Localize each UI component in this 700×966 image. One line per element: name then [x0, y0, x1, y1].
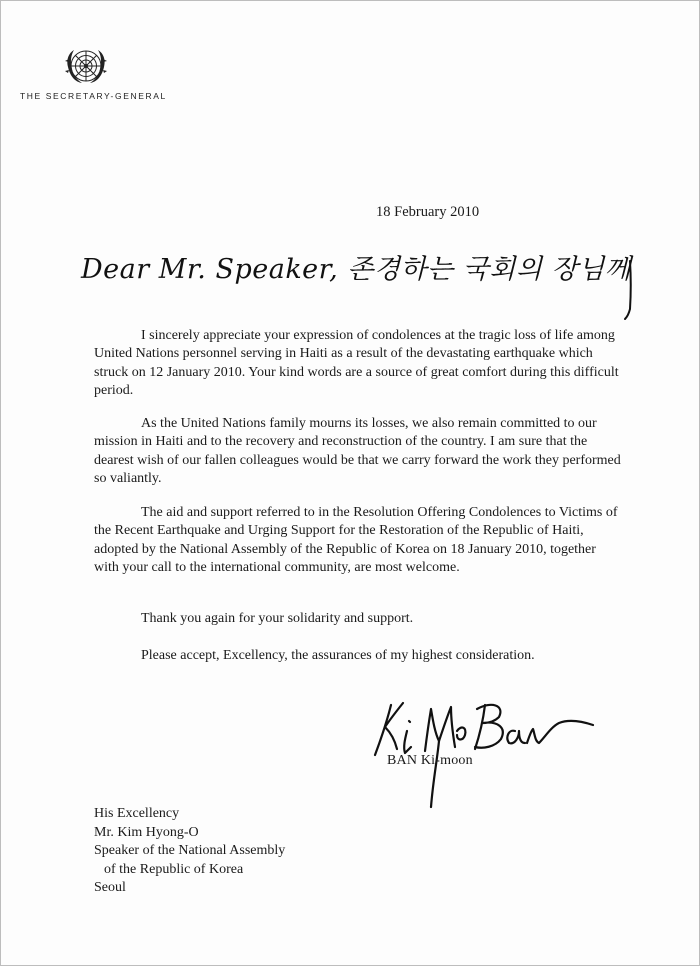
paragraph-2: [94, 415, 624, 489]
addressee-line-2: Mr. Kim Hyong-O: [94, 824, 199, 840]
addressee-line-4: of the Republic of Korea: [104, 861, 244, 877]
salutation-stroke: [623, 259, 637, 321]
paragraph-2-text: As the United Nations family mourns its losses, we also remain committed to our mission in Haiti and to the recovery and reconstruction of the country. I am sure that the dearest wish of our fallen colleagues would be that we carry forward the work they performed so valiantly.: [94, 416, 621, 487]
paragraph-1-text: I sincerely appreciate your expression of condolences at the tragic loss of life among United Nations personnel serving in Haiti as a result of the devastating earthquake which struck on 12 January 2010. Your kind words are a source of great comfort during this difficult period.: [94, 328, 619, 399]
addressee-line-3: Speaker of the National Assembly: [94, 843, 286, 858]
letter-date: 18 February 2010: [376, 204, 480, 220]
un-emblem-icon: [63, 45, 109, 91]
addressee-line-1: His Excellency: [94, 806, 180, 821]
paragraph-3: [94, 504, 624, 578]
paragraph-1: [94, 327, 624, 401]
closing-accept: Please accept, Excellency, the assurances of my highest consideration.: [141, 648, 535, 663]
closing-thanks: Thank you again for your solidarity and support.: [141, 611, 414, 626]
paragraph-3-text: The aid and support referred to in the Resolution Offering Condolences to Victims of the Recent Earthquake and Urging Support for the Restoration of the Republic of Haiti, adopted by the National Assembly of the Republic of Korea on 18 January 2010, together with your call to the international community, are most welcome.: [94, 505, 618, 576]
letterhead-office: THE SECRETARY-GENERAL: [20, 91, 167, 101]
addressee-line-5: Seoul: [94, 880, 126, 895]
addressee-block: [94, 805, 285, 898]
typed-signatory-name: BAN Ki-moon: [387, 753, 473, 768]
handwritten-salutation: Dear Mr. Speaker, 존경하는 국회의 장님께: [81, 254, 632, 285]
